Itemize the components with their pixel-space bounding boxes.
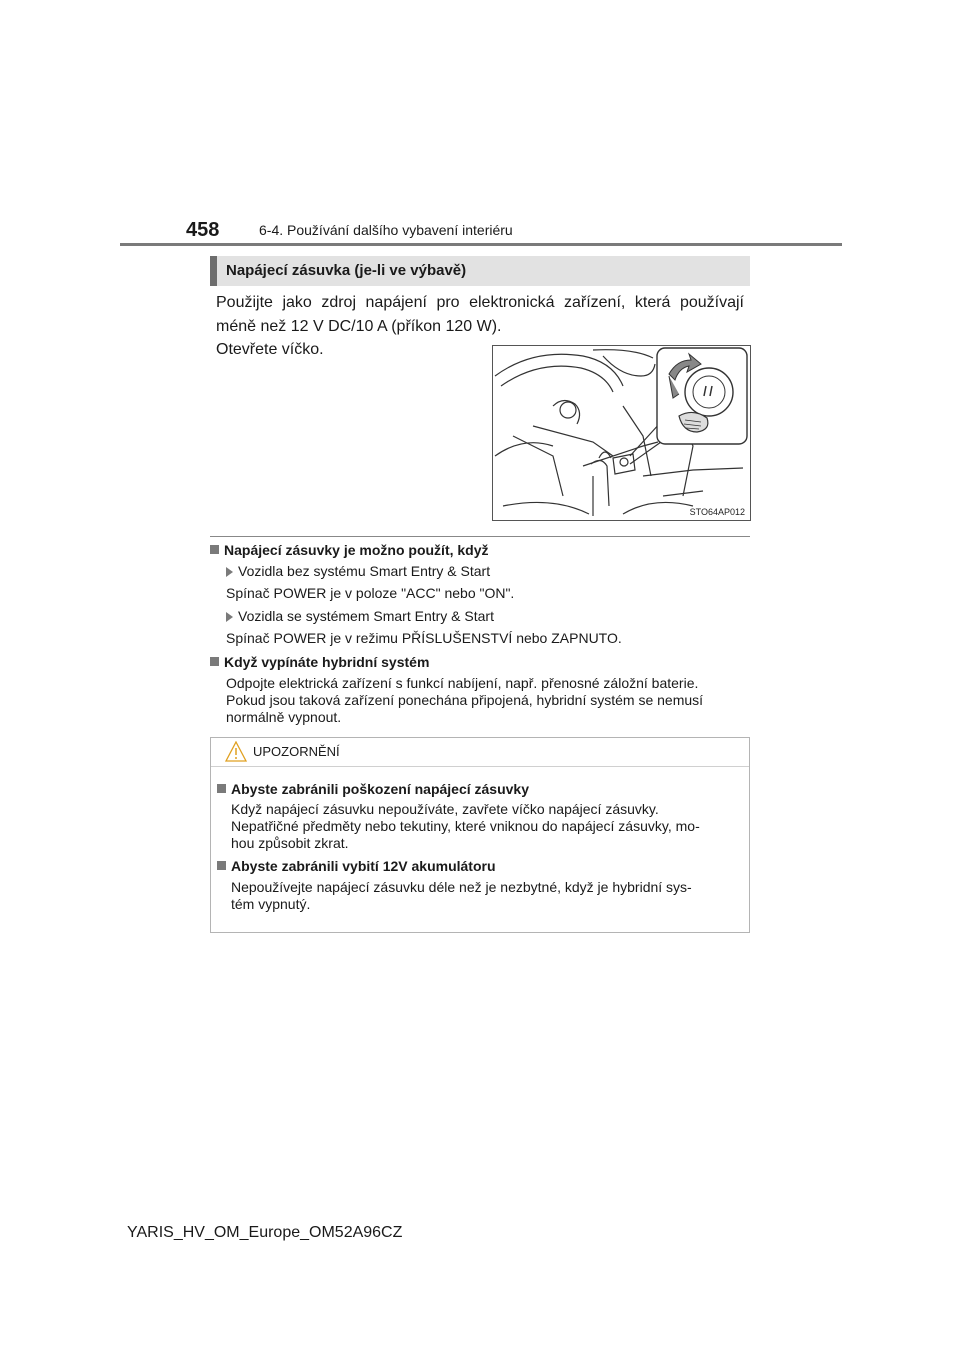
warning-triangle-icon [225, 741, 247, 762]
document-code: YARIS_HV_OM_Europe_OM52A96CZ [127, 1224, 403, 1241]
power-outlet-illustration [492, 345, 751, 521]
warning-item1-line2: Nepatřičné předměty nebo tekutiny, které vniknou do napájecí zásuvky, mo- [231, 818, 700, 834]
warning-title: UPOZORNĚNÍ [253, 744, 340, 759]
square-bullet-icon [210, 545, 219, 554]
section-title: 6-4. Používání dalšího vybavení interiéru [259, 222, 513, 238]
triangle-bullet-icon [226, 567, 233, 577]
figure-code-label: STO64AP012 [689, 507, 745, 517]
note-shutdown-line1: Odpojte elektrická zařízení s funkcí nabíjení, např. přenosné záložní baterie. [226, 675, 699, 691]
warning-item2-line2: tém vypnutý. [231, 896, 311, 912]
note-shutdown-heading: Když vypínáte hybridní systém [210, 654, 429, 670]
warning-item1-line3: hou způsobit zkrat. [231, 835, 349, 851]
note-usable-text2: Spínač POWER je v režimu PŘÍSLUŠENSTVÍ nebo ZAPNUTO. [226, 630, 622, 646]
warning-box [210, 737, 750, 933]
note-usable-heading: Napájecí zásuvky je možno použít, když [210, 542, 489, 558]
square-bullet-icon [217, 861, 226, 870]
square-bullet-icon [217, 784, 226, 793]
warning-item2-line1: Nepoužívejte napájecí zásuvku déle než je nezbytné, když je hybridní sys- [231, 879, 692, 895]
section-divider [210, 536, 750, 537]
note-shutdown-line2: Pokud jsou taková zařízení ponechána připojená, hybridní systém se nemusí [226, 692, 704, 708]
note-shutdown-line3: normálně vypnout. [226, 709, 342, 725]
warning-item1-heading: Abyste zabránili poškození napájecí zásuvky [217, 781, 529, 797]
note-usable-text1: Spínač POWER je v poloze "ACC" nebo "ON". [226, 585, 515, 601]
warning-header [211, 738, 749, 767]
warning-item2-heading: Abyste zabránili vybití 12V akumulátoru [217, 858, 496, 874]
page-number: 458 [186, 219, 220, 241]
header-rule [120, 243, 842, 246]
triangle-bullet-icon [226, 612, 233, 622]
section-heading [210, 256, 750, 286]
section-heading-text: Napájecí zásuvka (je-li ve výbavě) [226, 262, 467, 279]
square-bullet-icon [210, 657, 219, 666]
note-usable-item1: Vozidla bez systému Smart Entry & Start [226, 563, 490, 579]
note-usable-item2: Vozidla se systémem Smart Entry & Start [226, 608, 494, 624]
warning-item1-line1: Když napájecí zásuvku nepoužíváte, zavřete víčko napájecí zásuvky. [231, 801, 659, 817]
intro-paragraph: Použijte jako zdroj napájení pro elektronická zařízení, která používají méně než 12 V DC/10 A (příkon 120 W). [216, 294, 744, 335]
dashboard-drawing [493, 346, 750, 520]
step-instruction: Otevřete víčko. [216, 341, 324, 358]
heading-accent-bar [210, 256, 217, 286]
